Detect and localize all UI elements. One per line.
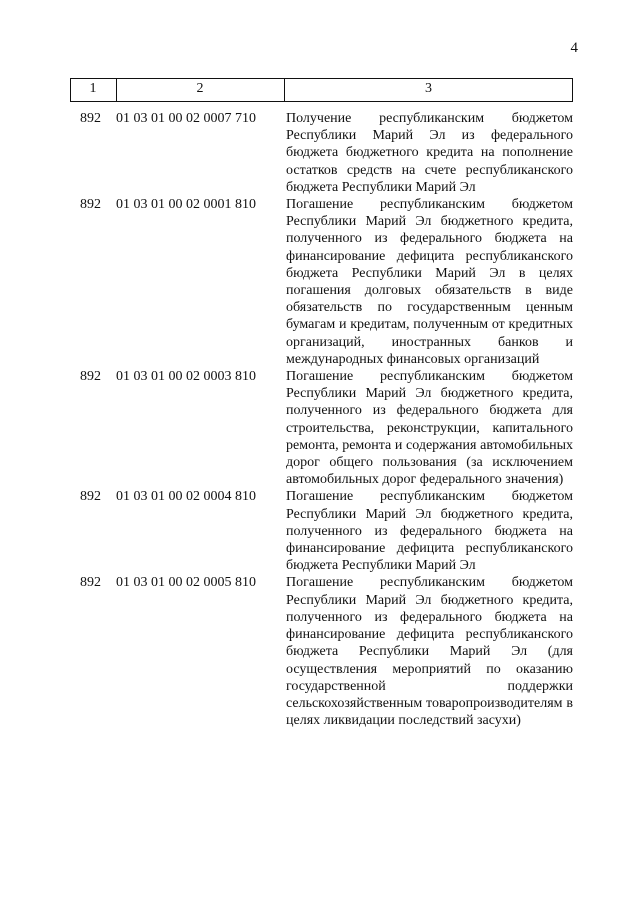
table-row <box>70 488 573 574</box>
table-body <box>70 110 573 729</box>
table-row <box>70 368 573 488</box>
admin-code: 892 <box>80 489 101 505</box>
table-row <box>70 196 573 368</box>
admin-code: 892 <box>80 369 101 385</box>
header-col-2: 2 <box>196 81 204 96</box>
admin-code: 892 <box>80 197 101 213</box>
header-col-1: 1 <box>89 81 97 96</box>
row-description: Погашение республиканским бюджетом Республики Марий Эл бюджетного кредита, полученного из федерального бюджета для строительства, реконструкции, капитального ремонта, ремонта и содержания автомобильных дорог общего пользования (за исключением автомобильных дорог федерального значения) <box>286 369 573 488</box>
classification-code: 01 03 01 00 02 0004 810 <box>116 489 256 505</box>
page-number: 4 <box>570 40 578 56</box>
classification-code: 01 03 01 00 02 0003 810 <box>116 369 256 385</box>
row-description: Погашение республиканским бюджетом Республики Марий Эл бюджетного кредита, полученного из федерального бюджета на финансирование дефицита республиканского бюджета Республики Марий Эл (для осуществления мероприятий по оказанию государственной поддержки сельскохозяйственным товаропроизводителям в целях ликвидации последствий засухи) <box>286 575 573 729</box>
row-description: Получение республиканским бюджетом Республики Марий Эл из федерального бюджета бюджетного кредита на пополнение остатков средств на счете республиканского бюджета Республики Марий Эл <box>286 111 573 195</box>
table-row <box>70 574 573 729</box>
admin-code: 892 <box>80 575 101 591</box>
classification-code: 01 03 01 00 02 0007 710 <box>116 111 256 126</box>
admin-code: 892 <box>80 111 101 126</box>
table-header <box>70 78 573 102</box>
classification-code: 01 03 01 00 02 0001 810 <box>116 197 256 213</box>
header-col-3: 3 <box>425 81 432 96</box>
row-description: Погашение республиканским бюджетом Республики Марий Эл бюджетного кредита, полученного из федерального бюджета на финансирование дефицита республиканского бюджета Республики Марий Эл в целях погашения долговых обязательств в виде обязательств по государственным ценным бумагам и кредитам, полученным от кредитных организаций, иностранных банков и международных финансовых организаций <box>286 197 573 367</box>
classification-code: 01 03 01 00 02 0005 810 <box>116 575 256 591</box>
table-row <box>70 110 573 196</box>
row-description: Погашение республиканским бюджетом Республики Марий Эл бюджетного кредита, полученного из федерального бюджета на финансирование дефицита республиканского бюджета Республики Марий Эл <box>286 489 573 574</box>
